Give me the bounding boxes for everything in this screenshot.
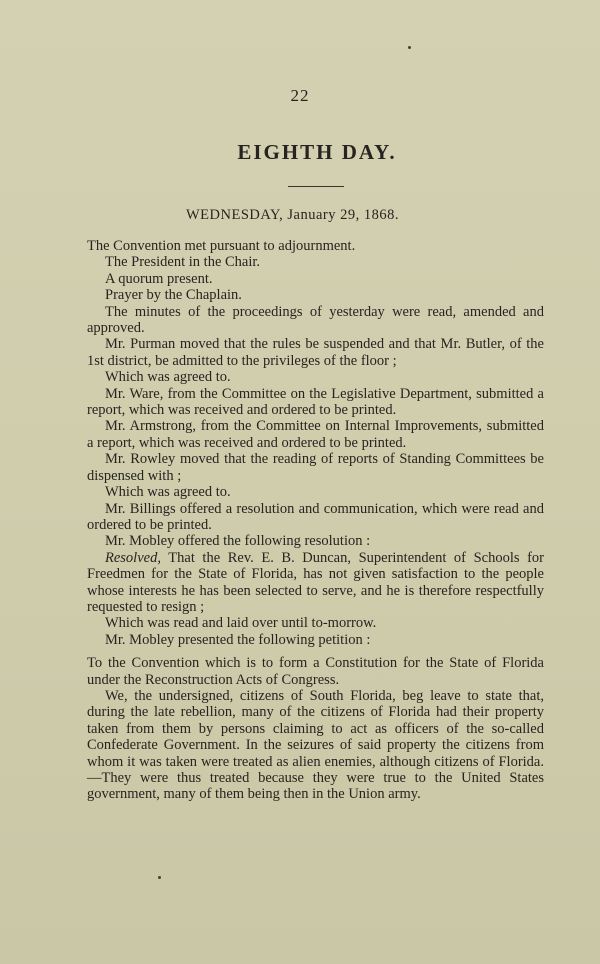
ink-speck xyxy=(408,46,411,49)
paragraph: The minutes of the proceedings of yesterday were read, amended and approved. xyxy=(87,303,544,337)
petition-address: To the Convention which is to form a Constitution for the State of Florida under the Reconstruction Acts of Congress. xyxy=(87,655,544,688)
paragraph: Mr. Billings offered a resolution and communication, which were read and ordered to be printed. xyxy=(87,500,544,533)
paragraph: Mr. Mobley offered the following resolution : xyxy=(105,533,371,550)
paragraph: Prayer by the Chaplain. xyxy=(105,287,242,304)
resolution xyxy=(87,550,544,616)
title-divider xyxy=(288,186,344,187)
paragraph: Mr. Rowley moved that the reading of reports of Standing Committees be dispensed with ; xyxy=(87,451,544,484)
paragraph: A quorum present. xyxy=(105,270,213,287)
day-title: EIGHTH DAY. xyxy=(237,140,397,164)
proceedings-text xyxy=(87,238,544,803)
paragraph: Mr. Armstrong, from the Committee on Internal Improvements, submitted a report, which was received and ordered to be printed. xyxy=(87,418,544,451)
petition-body: We, the undersigned, citizens of South Florida, beg leave to state that, during the late rebellion, many of the citizens of Florida had their property taken from them by persons claiming to act as officers of the so-called Confederate Government. In the seizures of said property the citizens from whom it was taken were treated as alien enemies, although citizens of Florida.—They were thus treated because they were true to the United States government, many of them being then in the Union army. xyxy=(87,687,544,803)
paragraph: The President in the Chair. xyxy=(105,254,261,271)
ink-speck xyxy=(158,876,161,879)
paragraph: Which was read and laid over until to-morrow. xyxy=(105,615,377,632)
paragraph: The Convention met pursuant to adjournment. xyxy=(87,238,356,254)
page-number: 22 xyxy=(290,86,310,105)
resolution-text: That the Rev. E. B. Duncan, Superintendent of Schools for Freedmen for the State of Florida, has not given satisfaction to the people whose interests he has been selected to serve, and he is therefore respectfully requested to resign ; xyxy=(87,549,544,615)
paragraph: Mr. Mobley presented the following petition : xyxy=(105,631,371,648)
paragraph: Mr. Purman moved that the rules be suspended and that Mr. Butler, of the 1st district, be admitted to the privileges of the floor ; xyxy=(87,336,544,369)
paragraph: Mr. Ware, from the Committee on the Legislative Department, submitted a report, which was received and ordered to be printed. xyxy=(87,385,544,419)
resolved-label: Resolved, xyxy=(105,549,161,566)
paragraph: Which was agreed to. xyxy=(105,369,231,386)
date-line: WEDNESDAY, January 29, 1868. xyxy=(186,207,399,223)
paragraph: Which was agreed to. xyxy=(105,484,231,501)
